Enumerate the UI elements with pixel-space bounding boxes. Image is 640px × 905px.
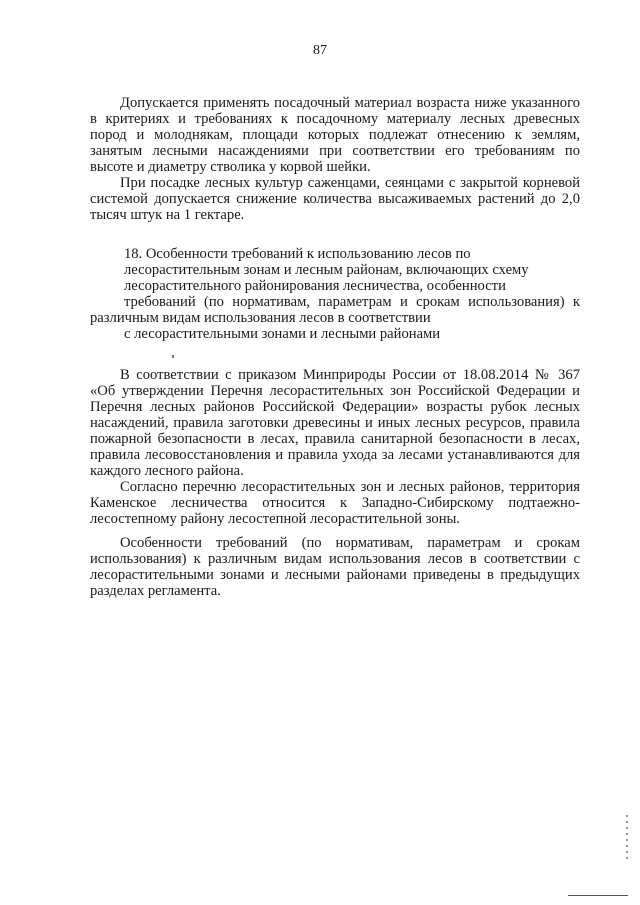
paragraph-ministry-order: В соответствии с приказом Минприроды России от 18.08.2014 № 367 «Об утверждении Перечня лесорастительных зон Российской Федерации и Перечня лесных районов Российской Федерации» возрасты рубок лесных насаждений, правила заготовки древесины и иных лесных ресурсов, правила пожарной безопасности в лесах, правила санитарной безопасности в лесах, правила лесовосстановления и правила ухода за лесами устанавливаются для каждого лесного района. [90, 367, 580, 479]
body-paragraphs [90, 367, 580, 599]
section-heading-line-5: различным видам использования лесов в соответствии [90, 310, 431, 326]
section-heading-line-2: лесорастительным зонам и лесным районам, включающих схему [124, 262, 529, 278]
paragraph-requirements-reference: Особенности требований (по нормативам, параметрам и срокам использования) к различным видам использования лесов в соответствии с лесорастительными зонами и лесными районами приведены в предыдущих разделах регламента. [90, 535, 580, 599]
intro-paragraphs [90, 95, 580, 223]
section-heading-line-4: требований (по нормативам, параметрам и срокам использования) к [124, 294, 580, 310]
scan-edge-marks [626, 815, 629, 875]
paragraph-forest-zone: Согласно перечню лесорастительных зон и лесных районов, территория Каменское лесничества относится к Западно-Сибирскому подтаежно-лесостепному району лесостепной лесорастительной зоны. [90, 479, 580, 527]
section-heading-line-6: с лесорастительными зонами и лесными районами [124, 326, 441, 342]
scan-mark [172, 355, 174, 358]
section-heading [90, 246, 580, 342]
paragraph-planting-material-age: Допускается применять посадочный материал возраста ниже указанного в критериях и требованиях к посадочному материалу лесных древесных пород и молоднякам, площади которых подлежат отнесению к землям, занятым лесными насаждениями при соответствии его требованиям по высоте и диаметру стволика у корвой шейки. [90, 95, 580, 175]
section-heading-line-1: 18. Особенности требований к использованию лесов по [124, 246, 471, 262]
page-number: 87 [313, 43, 327, 58]
section-heading-line-3: лесорастительного районирования лесничества, особенности [124, 278, 506, 294]
paragraph-seedling-density: При посадке лесных культур саженцами, сеянцами с закрытой корневой системой допускается снижение количества высаживаемых растений до 2,0 тысяч штук на 1 гектаре. [90, 175, 580, 223]
scan-bottom-line [568, 895, 628, 896]
